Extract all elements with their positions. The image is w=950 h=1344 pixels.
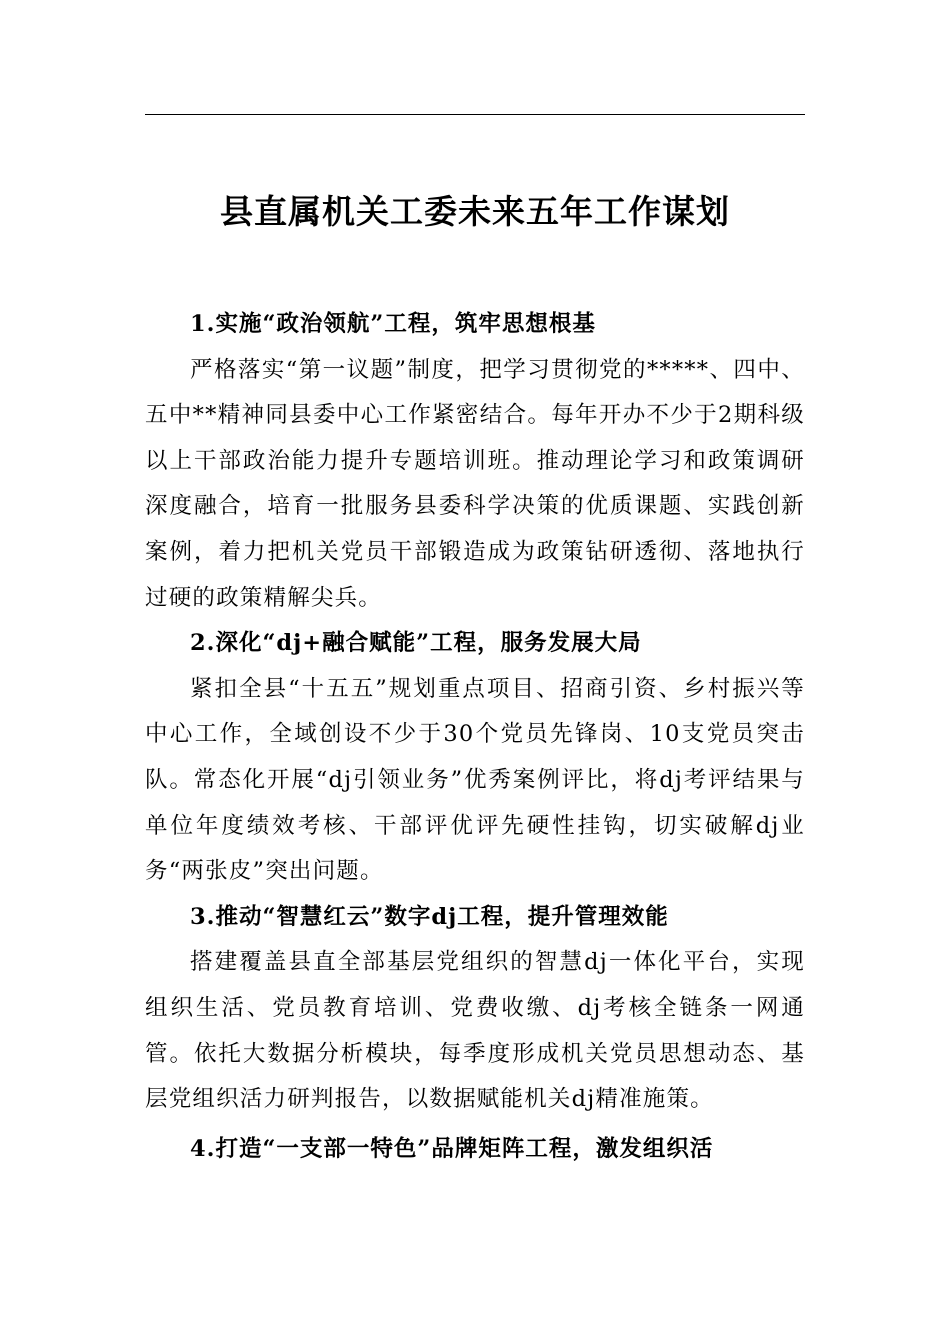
section-body-1: 严格落实“第一议题”制度，把学习贯彻党的*****、四中、五中**精神同县委中心工作紧密结合。每年开办不少于2期科级以上干部政治能力提升专题培训班。推动理论学习和政策调研深度融合，培育一批服务县委科学决策的优质课题、实践创新案例，着力把机关党员干部锻造成为政策钻研透彻、落地执行过硬的政策精解尖兵。 — [145, 356, 805, 611]
section-heading-2: 2.深化“dj+融合赋能”工程，服务发展大局 — [190, 630, 642, 657]
section-body-3: 搭建覆盖县直全部基层党组织的智慧dj一体化平台，实现组织生活、党员教育培训、党费收缴、dj考核全链条一网通管。依托大数据分析模块，每季度形成机关党员思想动态、基层党组织活力研判报告，以数据赋能机关dj精准施策。 — [145, 949, 805, 1113]
section-heading-3: 3.推动“智慧红云”数字dj工程，提升管理效能 — [190, 903, 669, 930]
document-title: 县直属机关工委未来五年工作谋划 — [220, 192, 730, 231]
section-heading-4: 4.打造“一支部一特色”品牌矩阵工程，激发组织活 — [190, 1135, 714, 1162]
header-rule — [145, 114, 805, 115]
document-page — [145, 0, 805, 1344]
section-body-2: 紧扣全县“十五五”规划重点项目、招商引资、乡村振兴等中心工作，全域创设不少于30个党员先锋岗、10支党员突击队。常态化开展“dj引领业务”优秀案例评比，将dj考评结果与单位年度绩效考核、干部评优评先硬性挂钩，切实破解dj业务“两张皮”突出问题。 — [145, 675, 805, 885]
document-body — [145, 302, 805, 1172]
section-heading-1: 1.实施“政治领航”工程，筑牢思想根基 — [190, 311, 596, 337]
